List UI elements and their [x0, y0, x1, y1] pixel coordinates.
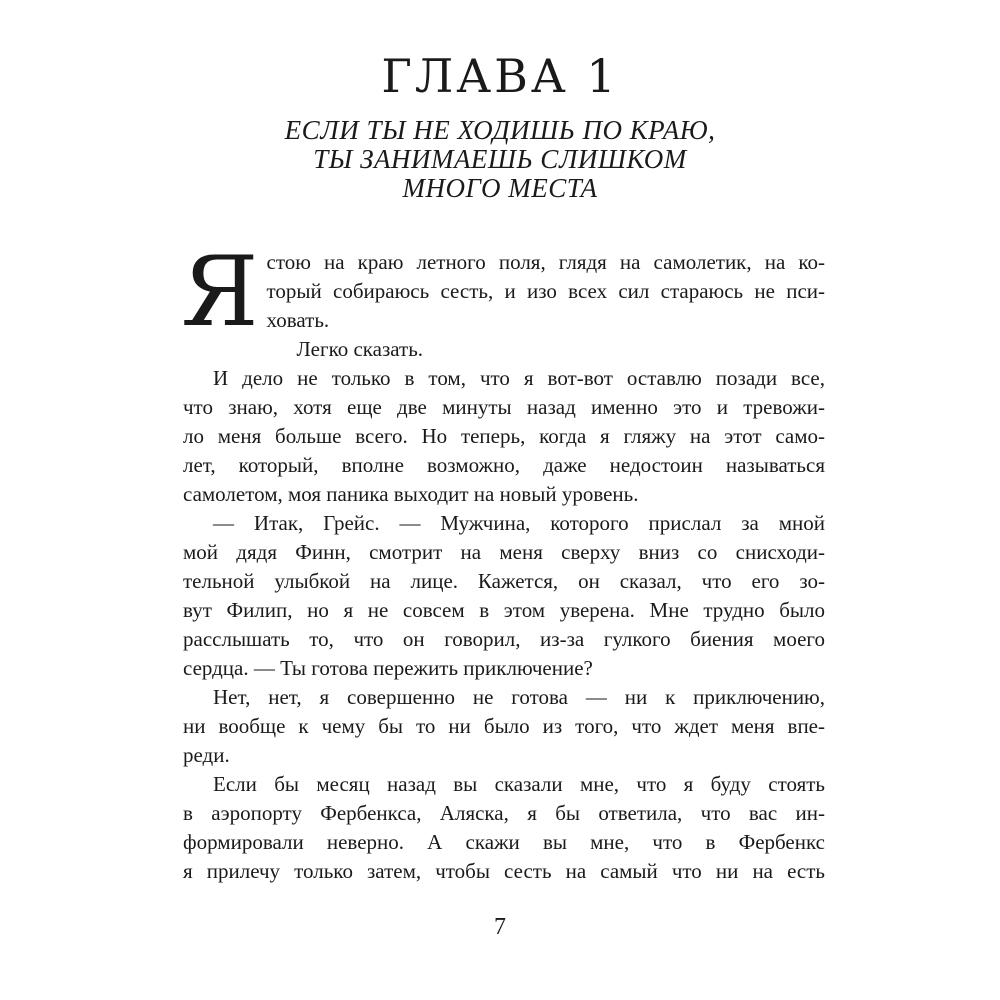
chapter-subtitle-line: ЕСЛИ ТЫ НЕ ХОДИШЬ ПО КРАЮ,: [284, 115, 716, 145]
paragraph: [183, 770, 825, 886]
text-line: я прилечу только затем, чтобы сесть на самый что ни на есть: [183, 859, 825, 883]
text-line: вут Филип, но я не совсем в этом уверена. Мне трудно было: [183, 598, 825, 622]
text-line: сердца. — Ты готова пережить приключение?: [183, 656, 593, 680]
text-line: торый собираюсь сесть, и изо всех сил стараюсь не пси-: [266, 279, 825, 303]
text-line: формировали неверно. А скажи вы мне, что в Фербенкс: [183, 830, 825, 854]
text-line: самолетом, моя паника выходит на новый уровень.: [183, 482, 639, 506]
chapter-subtitle-line: МНОГО МЕСТА: [402, 173, 598, 203]
paragraph: [183, 364, 825, 509]
body-text: [181, 236, 825, 886]
text-line: в аэропорту Фербенкса, Аляска, я бы ответила, что вас ин-: [183, 801, 825, 825]
text-line: ло меня больше всего. Но теперь, когда я гляжу на этот само-: [183, 424, 825, 448]
text-line: ни вообще к чему бы то ни было из того, что ждет меня впе-: [183, 714, 825, 738]
text-line: И дело не только в том, что я вот-вот оставлю позади все,: [213, 366, 825, 390]
text-line: реди.: [183, 743, 230, 767]
text-line: Нет, нет, я совершенно не готова — ни к приключению,: [213, 685, 825, 709]
text-line: что знаю, хотя еще две минуты назад именно это и тревожи-: [183, 395, 825, 419]
drop-cap: Я: [181, 236, 259, 348]
text-line: расслышать то, что он говорил, из-за гулкого биения моего: [183, 627, 825, 651]
text-line: лет, который, вполне возможно, даже недостоин называться: [183, 453, 825, 477]
chapter-subtitle-line: ТЫ ЗАНИМАЕШЬ СЛИШКОМ: [313, 144, 687, 174]
chapter-title: ГЛАВА 1: [381, 49, 619, 103]
page-number: 7: [494, 914, 506, 940]
text-line: ховать.: [266, 308, 330, 332]
text-line: Если бы месяц назад вы сказали мне, что я буду стоять: [213, 772, 825, 796]
text-line: — Итак, Грейс. — Мужчина, которого прислал за мной: [213, 511, 825, 535]
paragraph: [183, 335, 825, 364]
text-line: стою на краю летного поля, глядя на самолетик, на ко-: [266, 250, 825, 274]
text-line: Легко сказать.: [296, 337, 424, 361]
paragraph: [183, 509, 825, 683]
text-line: тельной улыбкой на лице. Кажется, он сказал, что его зо-: [183, 569, 825, 593]
first-paragraph: [181, 236, 825, 348]
paragraph: [183, 683, 825, 770]
text-line: мой дядя Финн, смотрит на меня сверху вниз со снисходи-: [183, 540, 825, 564]
chapter-subtitle: [0, 116, 1000, 203]
